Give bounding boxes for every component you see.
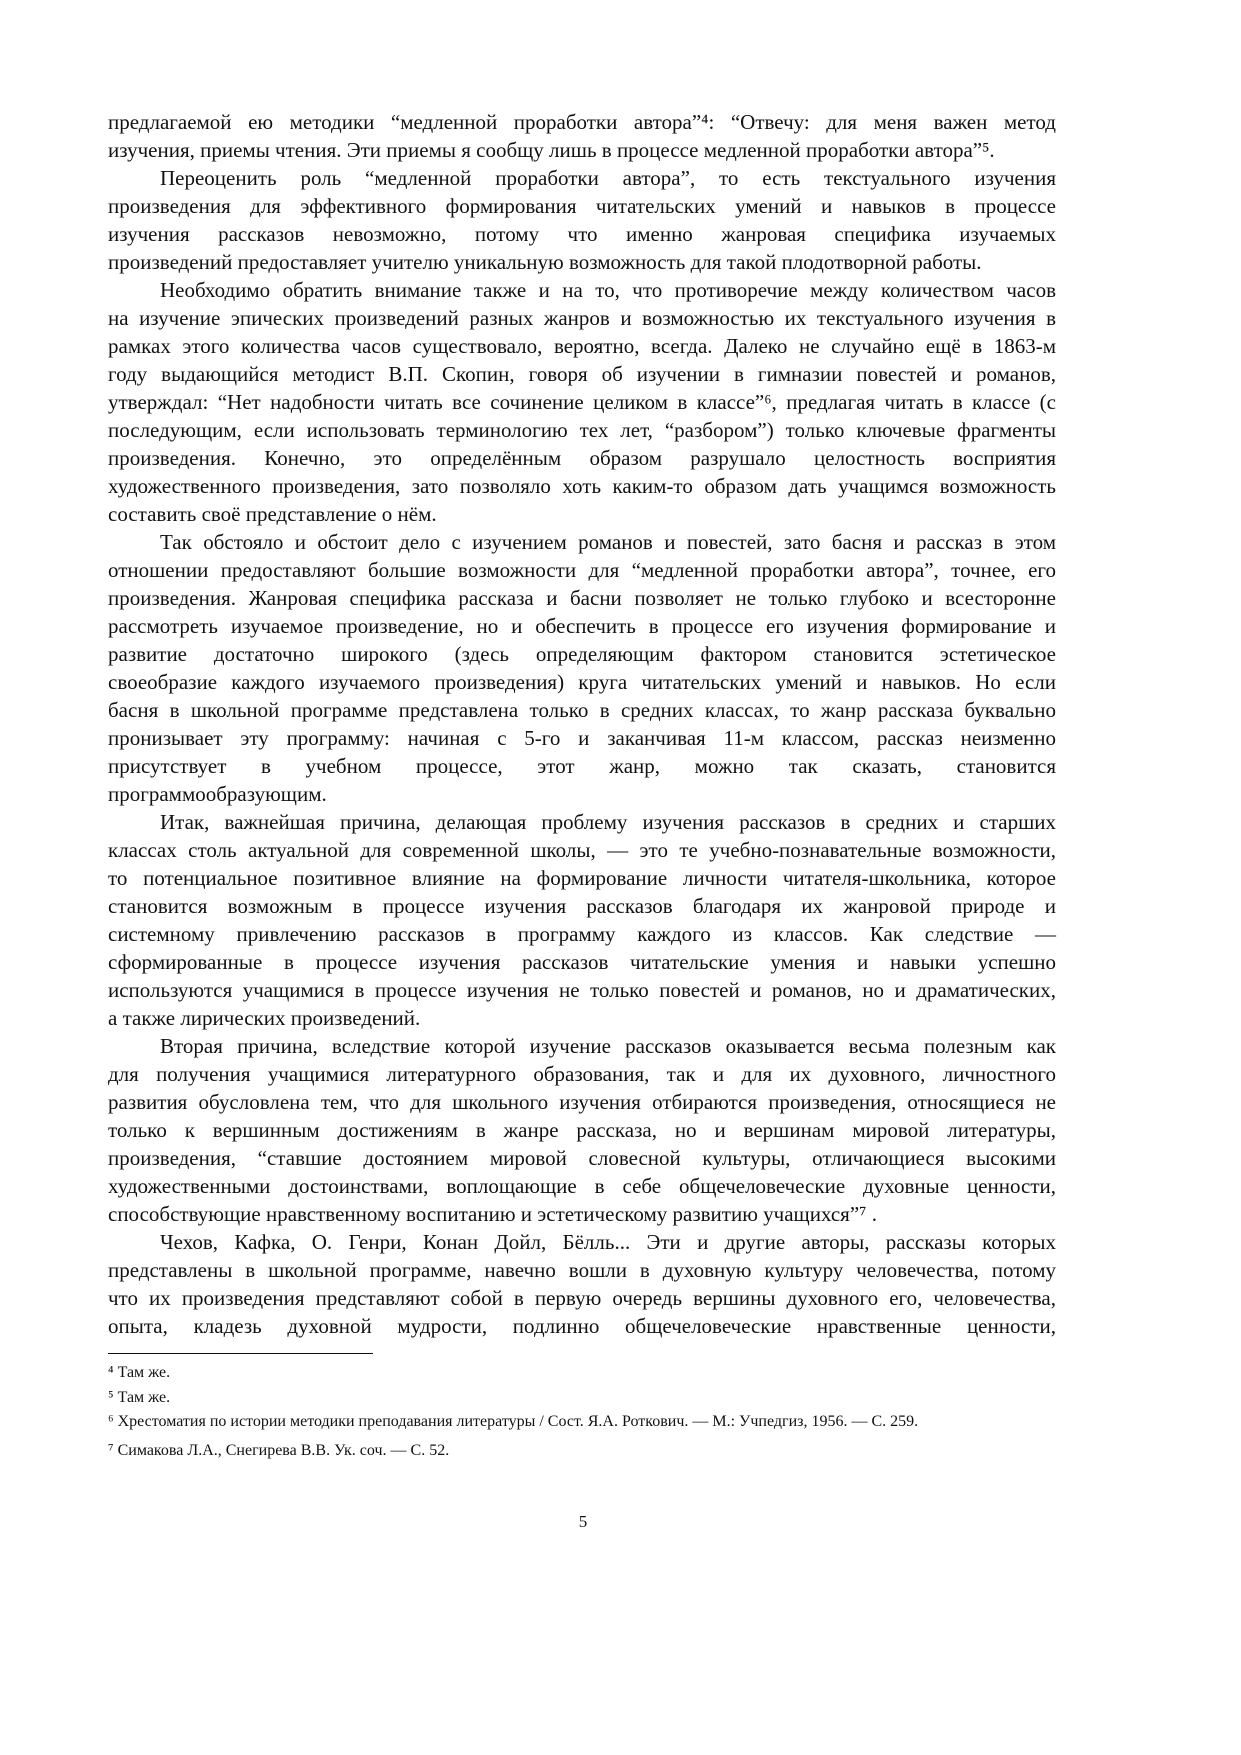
text-line: произведения, “ставшие достоянием мировой словесной культуры, отличающиеся высокими bbox=[108, 1146, 1056, 1170]
text-line: изучения рассказов невозможно, потому что именно жанровая специфика изучаемых bbox=[108, 222, 1056, 246]
text-line: своеобразие каждого изучаемого произведения) круга читательских умений и навыков. Но если bbox=[108, 670, 1056, 694]
text-line: предлагаемой ею методики “медленной проработки автора”⁴: “Отвечу: для меня важен метод bbox=[108, 110, 1056, 134]
text-line: Необходимо обратить внимание также и на то, что противоречие между количеством часов bbox=[160, 278, 1056, 302]
footnote: ⁴ Там же. bbox=[108, 1364, 171, 1381]
body-text bbox=[108, 108, 1056, 1340]
text-line: изучения, приемы чтения. Эти приемы я сообщу лишь в процессе медленной проработки автора”⁵. bbox=[108, 138, 995, 162]
text-line: классах столь актуальной для современной школы, — это те учебно-познавательные возможности, bbox=[108, 838, 1056, 862]
footnote-separator bbox=[108, 1353, 373, 1354]
text-line: рассмотреть изучаемое произведение, но и обеспечить в процессе его изучения формирование и bbox=[108, 614, 1056, 638]
text-line: становится возможным в процессе изучения рассказов благодаря их жанровой природе и bbox=[108, 894, 1056, 918]
text-line: развитие достаточно широкого (здесь определяющим фактором становится эстетическое bbox=[108, 642, 1056, 666]
text-line: используются учащимися в процессе изучения не только повестей и романов, но и драматических, bbox=[108, 978, 1056, 1002]
text-line: представлены в школьной программе, навечно вошли в духовную культуру человечества, потому bbox=[108, 1258, 1056, 1282]
paragraph bbox=[108, 164, 1056, 276]
text-line: то потенциальное позитивное влияние на формирование личности читателя-школьника, которое bbox=[108, 866, 1056, 890]
text-line: Итак, важнейшая причина, делающая проблему изучения рассказов в средних и старших bbox=[160, 810, 1056, 834]
paragraph bbox=[108, 1228, 1056, 1340]
paragraph bbox=[108, 808, 1056, 1032]
text-line: утверждал: “Нет надобности читать все сочинение целиком в классе”⁶, предлагая читать в классе (с bbox=[108, 390, 1056, 414]
footnote: ⁶ Хрестоматия по истории методики преподавания литературы / Сост. Я.А. Роткович. — М.: Учпедгиз, 1956. — С. 259. bbox=[108, 1413, 919, 1430]
text-line: а также лирических произведений. bbox=[108, 1006, 421, 1030]
paragraph bbox=[108, 276, 1056, 528]
text-line: системному привлечению рассказов в программу каждого из классов. Как следствие — bbox=[108, 922, 1056, 946]
text-line: художественного произведения, зато позволяло хоть каким-то образом дать учащимся возможность bbox=[108, 474, 1056, 498]
text-line: Чехов, Кафка, О. Генри, Конан Дойл, Бёлль... Эти и другие авторы, рассказы которых bbox=[160, 1230, 1056, 1254]
text-line: опыта, кладезь духовной мудрости, подлинно общечеловеческие нравственные ценности, bbox=[108, 1314, 1056, 1338]
text-line: способствующие нравственному воспитанию и эстетическому развитию учащихся”⁷ . bbox=[108, 1202, 877, 1226]
text-line: произведений предоставляет учителю уникальную возможность для такой плодотворной работы. bbox=[108, 250, 982, 274]
text-line: году выдающийся методист В.П. Скопин, говоря об изучении в гимназии повестей и романов, bbox=[108, 362, 1056, 386]
paragraph bbox=[108, 528, 1056, 808]
text-line: последующим, если использовать терминологию тех лет, “разбором”) только ключевые фрагменты bbox=[108, 418, 1056, 442]
page-number: 5 bbox=[578, 1512, 588, 1531]
footnotes bbox=[108, 1361, 1068, 1463]
text-line: рамках этого количества часов существовало, вероятно, всегда. Далеко не случайно ещё в 1863-м bbox=[108, 334, 1056, 358]
text-line: Вторая причина, вследствие которой изучение рассказов оказывается весьма полезным как bbox=[160, 1034, 1056, 1058]
text-line: только к вершинным достижениям в жанре рассказа, но и вершинам мировой литературы, bbox=[108, 1118, 1056, 1142]
text-line: отношении предоставляют большие возможности для “медленной проработки автора”, точнее, его bbox=[108, 558, 1056, 582]
text-line: составить своё представление о нём. bbox=[108, 502, 437, 526]
text-line: произведения. Конечно, это определённым образом разрушало целостность восприятия bbox=[108, 446, 1056, 470]
text-line: сформированные в процессе изучения рассказов читательские умения и навыки успешно bbox=[108, 950, 1056, 974]
text-line: Переоценить роль “медленной проработки автора”, то есть текстуального изучения bbox=[160, 166, 1056, 190]
text-line: произведения для эффективного формирования читательских умений и навыков в процессе bbox=[108, 194, 1056, 218]
paragraph bbox=[108, 1032, 1056, 1228]
text-line: художественными достоинствами, воплощающие в себе общечеловеческие духовные ценности, bbox=[108, 1174, 1056, 1198]
paragraph bbox=[108, 108, 1056, 164]
text-line: басня в школьной программе представлена только в средних классах, то жанр рассказа буквально bbox=[108, 698, 1056, 722]
text-line: присутствует в учебном процессе, этот жанр, можно так сказать, становится bbox=[108, 754, 1056, 778]
text-line: для получения учащимися литературного образования, так и для их духовного, личностного bbox=[108, 1062, 1056, 1086]
text-line: на изучение эпических произведений разных жанров и возможностью их текстуального изучения в bbox=[108, 306, 1056, 330]
text-line: Так обстояло и обстоит дело с изучением романов и повестей, зато басня и рассказ в этом bbox=[160, 530, 1056, 554]
footnote: ⁵ Там же. bbox=[108, 1388, 171, 1406]
text-line: развития обусловлена тем, что для школьного изучения отбираются произведения, относящиеся не bbox=[108, 1090, 1056, 1114]
text-line: пронизывает эту программу: начиная с 5-го и заканчивая 11-м классом, рассказ неизменно bbox=[108, 726, 1056, 750]
footnote: ⁷ Симакова Л.А., Снегирева В.В. Ук. соч. — С. 52. bbox=[108, 1441, 450, 1459]
text-line: произведения. Жанровая специфика рассказа и басни позволяет не только глубоко и всесторонне bbox=[108, 586, 1056, 610]
text-line: что их произведения представляют собой в первую очередь вершины духовного его, человечества, bbox=[108, 1286, 1056, 1310]
text-line: программообразующим. bbox=[108, 782, 327, 806]
